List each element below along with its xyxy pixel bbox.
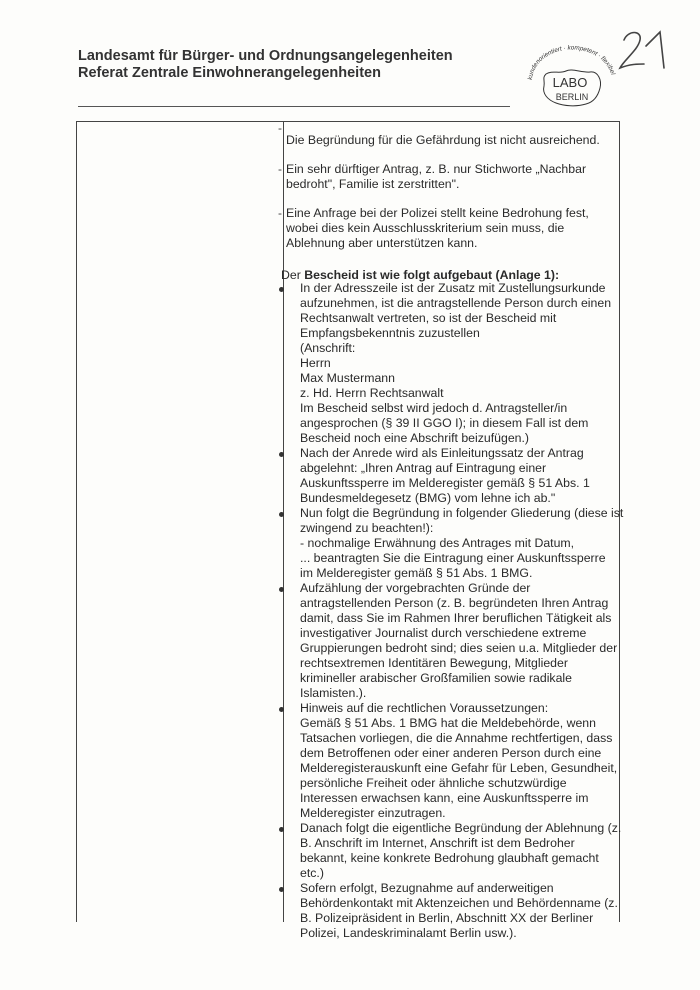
handwritten-page-number — [616, 24, 676, 74]
text-line: rechtsextremen Identitären Bewegung, Mitglieder — [300, 656, 568, 670]
text-line: Ein sehr dürftiger Antrag, z. B. nur Stichworte „Nachbar — [286, 162, 587, 176]
text-line: persönliche Freiheit oder ähnliche schutzwürdige — [300, 776, 567, 790]
heading-bold: Bescheid ist wie folgt aufgebaut (Anlage 1) — [304, 268, 555, 282]
text-line: etc.) — [300, 866, 324, 880]
dash-item-text — [286, 133, 614, 148]
dash-item-text — [286, 206, 614, 251]
bullet-dot — [279, 287, 284, 292]
labo-berlin-logo — [520, 40, 620, 114]
text-line: Danach folgt die eigentliche Begründung der Ablehnung (z. — [300, 821, 622, 835]
text-line: im Melderegister gemäß § 51 Abs. 1 BMG. — [300, 566, 533, 580]
bullet-item — [300, 281, 616, 446]
bullet-dot — [279, 512, 284, 517]
text-line: B. Polizeipräsident in Berlin, Abschnitt XX der Berliner — [300, 911, 594, 925]
text-line: In der Adresszeile ist der Zusatz mit Zustellungsurkunde — [300, 281, 606, 295]
bullet-item — [300, 446, 616, 506]
text-line: Eine Anfrage bei der Polizei stellt keine Bedrohung fest, — [286, 206, 589, 220]
text-line: Empfangsbekenntnis zuzustellen — [300, 326, 480, 340]
text-line: ... beantragten Sie die Eintragung einer Auskunftssperre — [300, 551, 606, 565]
text-line: Bescheid noch eine Abschrift beizufügen.) — [300, 431, 530, 445]
dash-list — [278, 121, 614, 265]
bullet-item — [300, 506, 624, 581]
heading-prefix: Der — [281, 268, 305, 282]
text-line: abgelehnt: „Ihren Antrag auf Eintragung einer — [300, 461, 547, 475]
text-line: Die Begründung für die Gefährdung ist nicht ausreichend. — [286, 133, 600, 147]
text-line: Islamisten.). — [300, 686, 367, 700]
bullet-item — [300, 821, 622, 881]
department-name: Referat Zentrale Einwohnerangelegenheiten — [78, 65, 381, 81]
text-line: dem Betroffenen oder einer anderen Person durch eine — [300, 746, 602, 760]
text-line: Rechtsanwalt vertreten, so ist der Bescheid mit — [300, 311, 557, 325]
text-line: Bundesmeldegesetz (BMG) vom lehne ich ab." — [300, 491, 556, 505]
dash-item-text — [286, 162, 614, 192]
text-line: zwingend zu beachten!): — [300, 521, 434, 535]
text-line: investigativer Journalist durch verschiedene extreme — [300, 626, 587, 640]
bullet-item — [300, 881, 616, 941]
svg-text:LABO: LABO — [552, 75, 588, 90]
dash-marker: - — [278, 206, 282, 220]
dash-item — [278, 121, 614, 148]
bullet-list — [300, 281, 624, 941]
document-header — [78, 48, 453, 82]
text-line: Behördenkontakt mit Aktenzeichen und Behördenname (z. — [300, 896, 618, 910]
text-line: bedroht", Familie ist zerstritten". — [286, 177, 460, 191]
text-line: Gruppierungen bedroht sind; dies seien u.a. Mitglieder der — [300, 641, 618, 655]
text-line: krimineller arabischer Großfamilien sowie radikale — [300, 671, 572, 685]
text-line: bekannt, keine konkrete Bedrohung glaubhaft gemacht — [300, 851, 599, 865]
text-line: B. Anschrift im Internet, Anschrift ist dem Bedroher — [300, 836, 575, 850]
text-line: antragstellenden Person (z. B. begründeten Ihren Antrag — [300, 596, 609, 610]
bullet-item — [300, 701, 616, 821]
dash-marker: - — [278, 121, 282, 135]
heading-colon: : — [555, 268, 560, 282]
dash-marker: - — [278, 162, 282, 176]
text-line: z. Hd. Herrn Rechtsanwalt — [300, 386, 444, 400]
bullet-dot — [279, 887, 284, 892]
table-column-divider — [283, 122, 284, 922]
text-line: angesprochen (§ 39 II GGO I); in diesem Fall ist dem — [300, 416, 589, 430]
text-line: (Anschrift: — [300, 341, 356, 355]
agency-name: Landesamt für Bürger- und Ordnungsangelegenheiten — [78, 48, 453, 64]
text-line: Tatsachen vorliegen, die die Annahme rechtfertigen, dass — [300, 731, 613, 745]
text-line: wobei dies kein Ausschlusskriterium sein muss, die — [286, 221, 565, 235]
text-line: Ablehnung aber unterstützen kann. — [286, 236, 478, 250]
svg-text:kundenorientiert · kompetent ·: kundenorientiert · kompetent · flexibel — [526, 44, 617, 81]
text-line: Gemäß § 51 Abs. 1 BMG hat die Meldebehörde, wenn — [300, 716, 596, 730]
text-line: Herrn — [300, 356, 331, 370]
bullet-dot — [279, 707, 284, 712]
dash-item — [278, 162, 614, 192]
text-line: - nochmalige Erwähnung des Antrages mit Datum, — [300, 536, 575, 550]
bullet-dot — [279, 587, 284, 592]
text-line: aufzunehmen, ist die antragstellende Person durch einen — [300, 296, 612, 310]
text-line: Melderegisterauskunft eine Gefahr für Leben, Gesundheit, — [300, 761, 618, 775]
bullet-dot — [279, 827, 284, 832]
svg-text:BERLIN: BERLIN — [555, 92, 589, 102]
text-line: Melderegister einzutragen. — [300, 806, 446, 820]
bullet-item — [300, 581, 616, 701]
text-line: Polizei, Landeskriminalamt Berlin usw.). — [300, 926, 517, 940]
text-line: Sofern erfolgt, Bezugnahme auf anderweitigen — [300, 881, 554, 895]
text-line: Hinweis auf die rechtlichen Voraussetzungen: — [300, 701, 549, 715]
text-line: Auskunftssperre im Melderegister gemäß § 51 Abs. 1 — [300, 476, 590, 490]
text-line: damit, dass Sie im Rahmen Ihrer beruflichen Tätigkeit als — [300, 611, 612, 625]
text-line: Nach der Anrede wird als Einleitungssatz der Antrag — [300, 446, 584, 460]
dash-item — [278, 206, 614, 251]
text-line: Im Bescheid selbst wird jedoch d. Antragsteller/in — [300, 401, 568, 415]
header-rule — [78, 106, 510, 107]
bullet-dot — [279, 452, 284, 457]
text-line: Nun folgt die Begründung in folgender Gliederung (diese ist — [300, 506, 624, 520]
text-line: Interessen erwachsen kann, eine Auskunftssperre im — [300, 791, 589, 805]
text-line: Max Mustermann — [300, 371, 395, 385]
text-line: Aufzählung der vorgebrachten Gründe der — [300, 581, 531, 595]
